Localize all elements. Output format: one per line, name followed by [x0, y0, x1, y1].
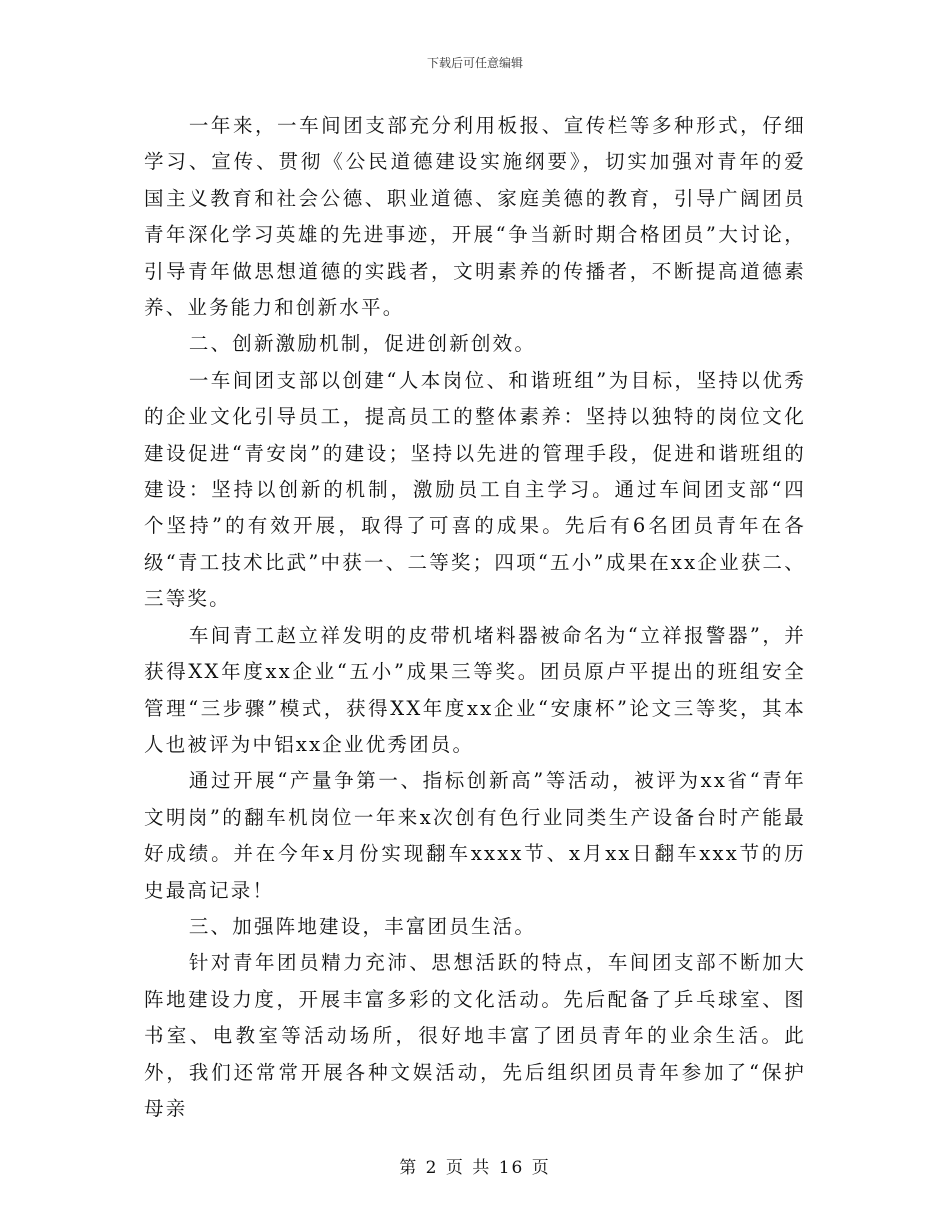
header-note: 下载后可任意编辑	[426, 56, 523, 70]
section-heading-innovation: 二、创新激励机制，促进创新创效。	[188, 332, 537, 356]
body-text	[144, 108, 806, 1127]
paragraph-moral-education: 一年来，一车间团支部充分利用板报、宣传栏等多种形式，仔细学习、宣传、贯彻《公民道德建设实施纲要》，切实加强对青年的爱国主义教育和社会公德、职业道德、家庭美德的教育，引导广阔团员青年深化学习英雄的先进事迹，开展“争当新时期合格团员”大讨论，引导青年做思想道德的实践者，文明素养的传播者，不断提高道德素养、业务能力和创新水平。	[144, 114, 806, 320]
paragraph-innovation: 一车间团支部以创建“人本岗位、和谐班组”为目标，坚持以优秀的企业文化引导员工，提高员工的整体素养：坚持以独特的岗位文化建设促进“青安岗”的建设；坚持以先进的管理手段，促进和谐班组的建设：坚持以创新的机制，激励员工自主学习。通过车间团支部“四个坚持”的有效开展，取得了可喜的成果。先后有6名团员青年在各级“青工技术比武”中获一、二等奖；四项“五小”成果在xx企业获二、三等奖。	[144, 368, 806, 611]
section-heading-activities: 三、加强阵地建设，丰富团员生活。	[188, 914, 537, 938]
paragraph-production: 通过开展“产量争第一、指标创新高”等活动，被评为xx省“青年文明岗”的翻车机岗位一年来x次创有色行业同类生产设备台时产能最好成绩。并在今年x月份实现翻车xxxx节、x月xx日翻车xxx节的历史最高记录！	[144, 769, 806, 902]
paragraph-award: 车间青工赵立祥发明的皮带机堵料器被命名为“立祥报警器”，并获得XX年度xx企业“五小”成果三等奖。团员原卢平提出的班组安全管理“三步骤”模式，获得XX年度xx企业“安康杯”论文三等奖，其本人也被评为中铝xx企业优秀团员。	[144, 623, 806, 756]
paragraph-activities: 针对青年团员精力充沛、思想活跃的特点，车间团支部不断加大阵地建设力度，开展丰富多彩的文化活动。先后配备了乒乓球室、图书室、电教室等活动场所，很好地丰富了团员青年的业余生活。此外，我们还常常开展各种文娱活动，先后组织团员青年参加了“保护母亲	[144, 951, 806, 1120]
page-number: 第 2 页 共 16 页	[399, 1158, 551, 1178]
